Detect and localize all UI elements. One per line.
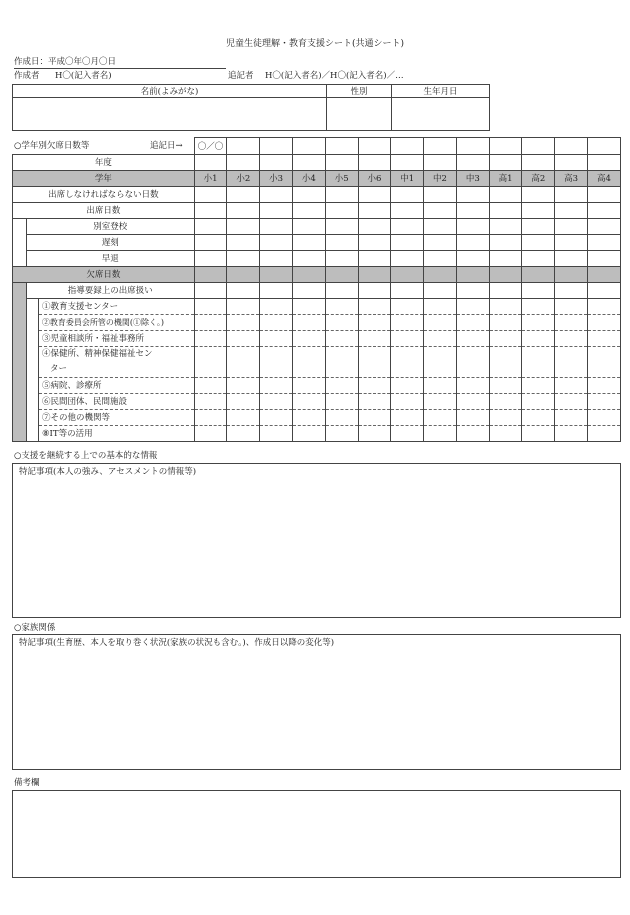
name-header: 名前(よみがな): [13, 85, 327, 98]
support-note-label: 特記事項(本人の強み、アセスメントの情報等): [19, 467, 197, 477]
grade-cell: 中3: [456, 170, 489, 186]
grade-row: [13, 170, 621, 186]
birth-header: 生年月日: [392, 85, 490, 98]
attendance-table: [12, 137, 621, 442]
family-notes-box[interactable]: [12, 634, 621, 770]
name-field[interactable]: [13, 98, 327, 131]
name-table: [12, 84, 490, 131]
absence-days-label: 欠席日数: [13, 266, 195, 282]
grade-label: 学年: [13, 170, 195, 186]
added-label: 追記者: [228, 71, 254, 81]
family-section-title: ○家族関係: [14, 623, 56, 633]
facility-line: ④保健所、精神保健福祉セン: [41, 348, 153, 359]
created-date-underline: [14, 68, 226, 69]
remarks-section-title: 備考欄: [14, 778, 40, 788]
facility-label: ③児童相談所・福祉事務所: [38, 330, 194, 346]
facility-label: ②教育委員会所管の機関(①除く。): [38, 314, 194, 330]
facility-line: ター: [49, 363, 67, 374]
added-value: H〇(記入者名)／H〇(記入者名)／…: [265, 71, 404, 81]
grade-cell: 小2: [227, 170, 260, 186]
support-section-title: ○支援を継続する上での基本的な情報: [14, 451, 158, 461]
grade-cell: 小5: [325, 170, 358, 186]
gender-header: 性別: [327, 85, 392, 98]
birth-field[interactable]: [392, 98, 490, 131]
append-label: 追記日→: [150, 141, 183, 151]
grade-cell: 小6: [358, 170, 391, 186]
separate-room-label: 別室登校: [26, 218, 194, 234]
support-notes-box[interactable]: [12, 463, 621, 618]
attendance-days-label: 出席日数: [13, 202, 195, 218]
early-leave-label: 早退: [26, 250, 194, 266]
grade-cell: 中2: [424, 170, 457, 186]
facility-label: ⑧IT等の活用: [38, 425, 194, 441]
page-title: 児童生徒理解・教育支援シート(共通シート): [225, 39, 405, 49]
grade-cell: 高1: [489, 170, 522, 186]
facility-label: [38, 346, 194, 377]
grade-cell: 小4: [292, 170, 325, 186]
gender-field[interactable]: [327, 98, 392, 131]
grade-cell: 高2: [522, 170, 555, 186]
required-days-label: 出席しなければならない日数: [13, 186, 195, 202]
attendance-section-title: ○学年別欠席日数等: [14, 141, 90, 151]
remarks-box[interactable]: [12, 790, 621, 878]
guidance-record-label: 指導要録上の出席扱い: [26, 282, 194, 298]
facility-label: ⑤病院、診療所: [38, 377, 194, 393]
grade-cell: 高3: [555, 170, 588, 186]
family-note-label: 特記事項(生育歴、本人を取り巻く状況(家族の状況も含む。)、作成日以降の変化等): [19, 638, 335, 648]
facility-label: ⑦その他の機関等: [38, 409, 194, 425]
late-label: 遅刻: [26, 234, 194, 250]
facility-label: ①教育支援センター: [38, 298, 194, 314]
grade-cell: 小1: [194, 170, 227, 186]
created-date: 作成日：平成〇年〇月〇日: [14, 57, 117, 67]
append-date-cell[interactable]: 〇／〇: [194, 138, 227, 155]
grade-cell: 小3: [260, 170, 293, 186]
grade-cell: 中1: [391, 170, 424, 186]
creator-value: H〇(記入者名): [55, 71, 112, 81]
creator-label: 作成者: [14, 71, 40, 81]
year-label: 年度: [13, 154, 195, 170]
grade-cell: 高4: [588, 170, 621, 186]
facility-label: ⑥民間団体、民間施設: [38, 393, 194, 409]
